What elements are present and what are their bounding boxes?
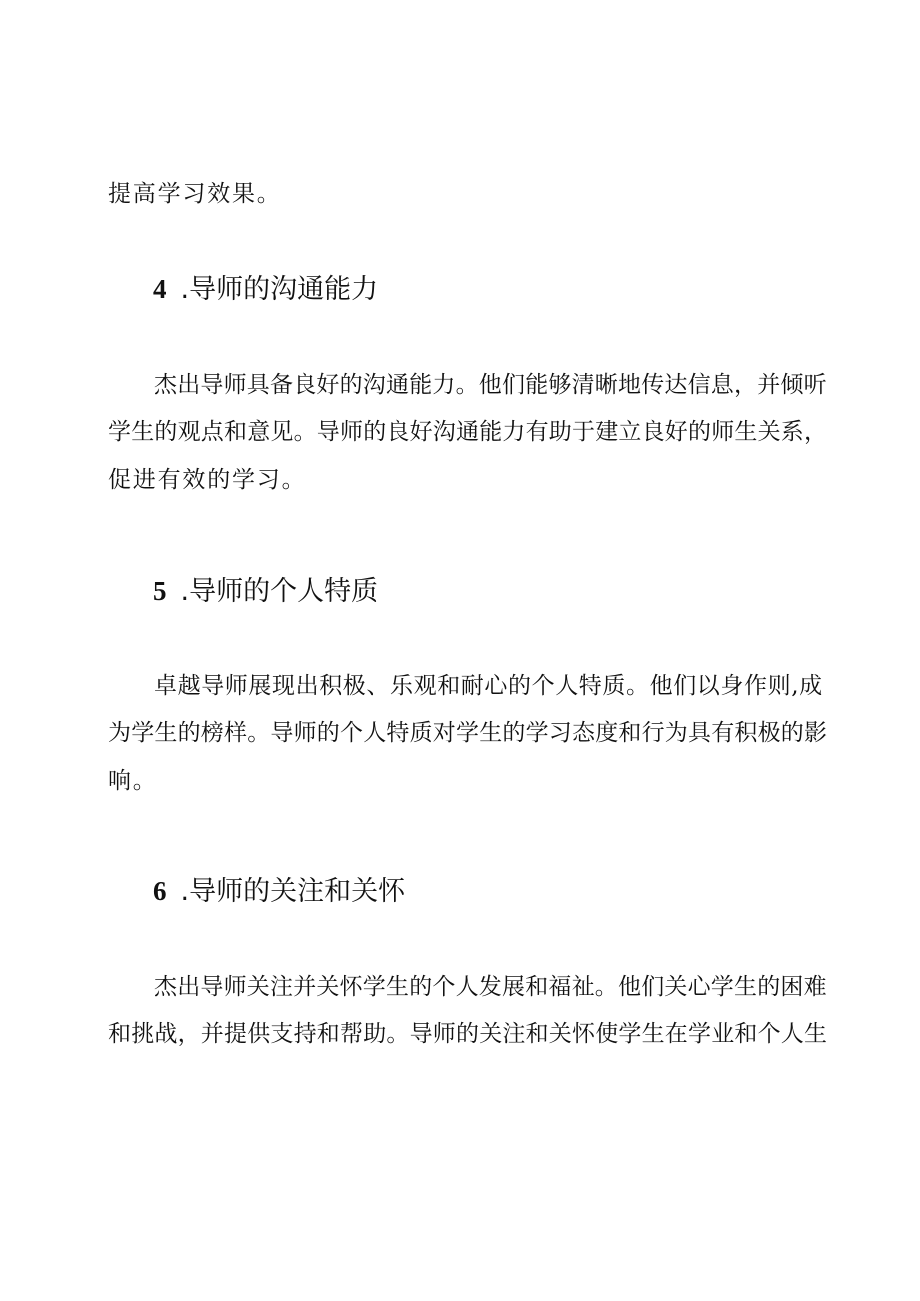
section-title: .导师的个人特质 — [180, 576, 379, 607]
section-heading-6 — [153, 874, 405, 909]
section-heading-5 — [153, 574, 378, 609]
paragraph-line: 学生的观点和意见。导师的良好沟通能力有助于建立良好的师生关系， — [108, 419, 828, 445]
paragraph-line: 卓越导师展现出积极、乐观和耐心的个人特质。他们以身作则,成 — [154, 673, 823, 699]
section-title: .导师的沟通能力 — [180, 274, 379, 305]
paragraph-line: 杰出导师关注并关怀学生的个人发展和福祉。他们关心学生的困难 — [154, 974, 827, 1000]
paragraph-line: 促进有效的学习。 — [108, 467, 307, 493]
section-title: .导师的关注和关怀 — [180, 876, 406, 907]
paragraph-line: 为学生的榜样。导师的个人特质对学生的学习态度和行为具有积极的影 — [108, 720, 828, 746]
paragraph-line: 杰出导师具备良好的沟通能力。他们能够清晰地传达信息，并倾听 — [154, 372, 827, 398]
paragraph-line: 响。 — [108, 768, 158, 794]
section-number: 4 — [153, 274, 167, 304]
paragraph-continuation: 提高学习效果。 — [108, 181, 282, 207]
section-heading-4 — [153, 272, 378, 307]
section-number: 5 — [153, 576, 167, 606]
paragraph-line: 和挑战，并提供支持和帮助。导师的关注和关怀使学生在学业和个人生 — [108, 1021, 828, 1047]
section-number: 6 — [153, 876, 167, 906]
